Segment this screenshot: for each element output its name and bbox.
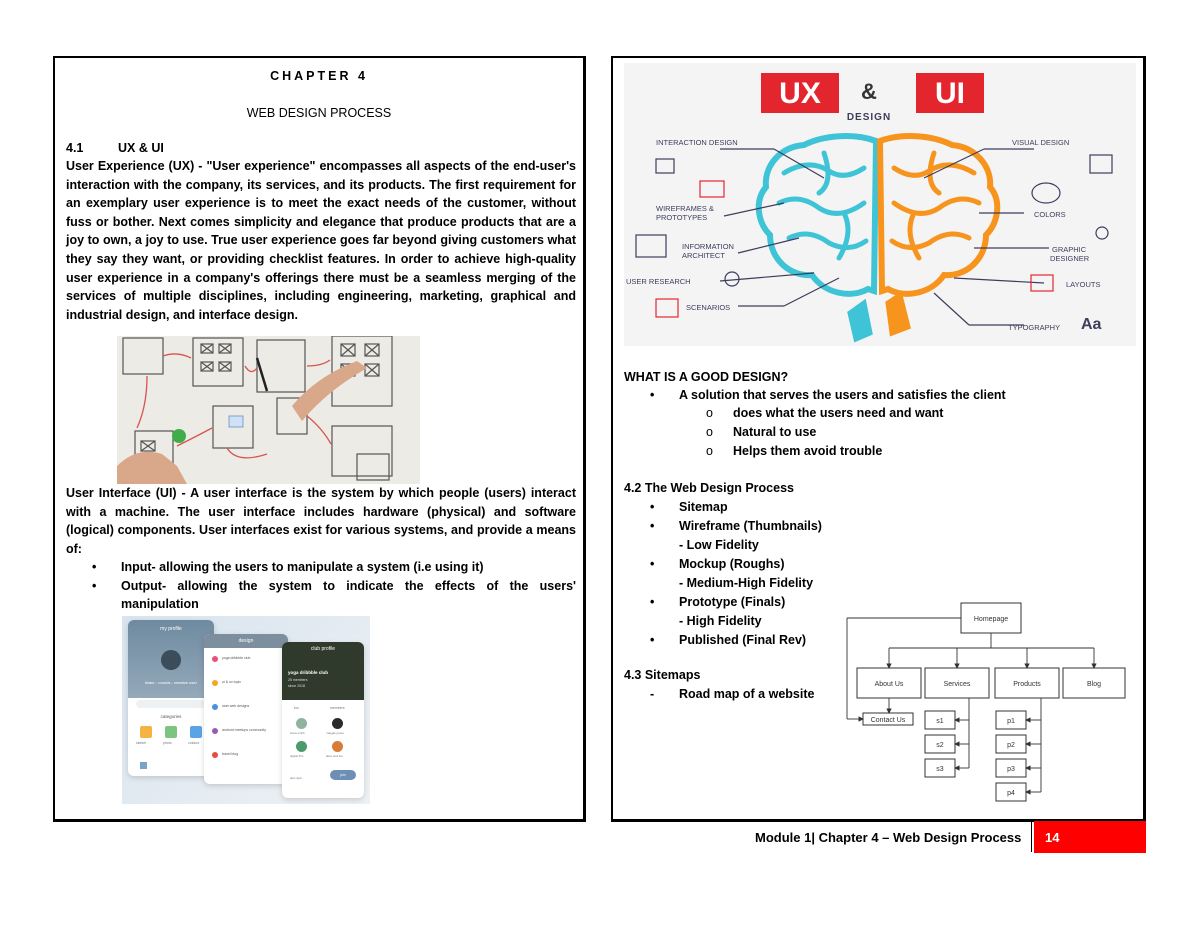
chapter-label: CHAPTER 4 bbox=[270, 69, 368, 83]
bullet-icon: • bbox=[92, 560, 97, 574]
mockup-category-label: photo bbox=[163, 741, 172, 745]
process-item-label: Mockup (Roughs) bbox=[679, 557, 785, 571]
sitemap-blog-label: Blog bbox=[1086, 681, 1102, 688]
mockup-club-since: since 2018 bbox=[288, 684, 305, 688]
bullet-icon: • bbox=[650, 388, 655, 402]
page-number-badge bbox=[1034, 821, 1146, 853]
good-design-sub-text: Helps them avoid trouble bbox=[733, 444, 883, 458]
sitemap-p2-label: p2 bbox=[1007, 742, 1015, 749]
mockup-profile-name: blake - rounds - creative user bbox=[145, 680, 197, 685]
footer-text: Module 1| Chapter 4 – Web Design Process bbox=[755, 830, 1022, 845]
mockup-design-item: android meetups community bbox=[222, 728, 266, 732]
mockup-category-label: colours bbox=[188, 741, 200, 745]
bullet-icon: • bbox=[650, 595, 655, 609]
mockup-screen-design bbox=[204, 634, 288, 784]
label-architect: ARCHITECT bbox=[682, 251, 725, 260]
mockup-design-item: travel blog bbox=[222, 752, 239, 756]
mockup-design-item: user web designs bbox=[222, 704, 250, 708]
mockup-member-avatar bbox=[296, 741, 307, 752]
mockup-nav-icon bbox=[140, 762, 147, 769]
process-item-label: Prototype (Finals) bbox=[679, 595, 786, 609]
design-label: DESIGN bbox=[846, 112, 892, 123]
sitemap-diagram bbox=[843, 598, 1133, 808]
mockup-member-name: anna smith bbox=[290, 731, 305, 735]
wireframe-sketch-photo bbox=[117, 336, 420, 484]
ui-bullet-text: Output- allowing the system to indicate the effects of the users' manipulation bbox=[121, 578, 576, 612]
good-design-sub bbox=[624, 423, 1134, 442]
process-title: 4.2 The Web Design Process bbox=[624, 481, 794, 495]
mockup-search-bar bbox=[136, 700, 206, 708]
process-item-label: Wireframe (Thumbnails) bbox=[679, 519, 822, 533]
ux-paragraph: User Experience (UX) - "User experience" encompasses all aspects of the end-user's interaction with the company, its services, and its products. The first requirement for an exemplary user experience is to meet the exact needs of the customer, without fuss or bother. Next comes simplicity and elegance that produce products that are a joy to own, a joy to use. True user experience goes far beyond giving customers what they say they want, or providing checklist features. In order to achieve high-quality user experience in a company's offerings there must be a seamless merging of the services of multiple disciplines, including engineering, marketing, graphical and industrial design, and interface design. bbox=[66, 159, 576, 322]
good-design-sub bbox=[624, 442, 1134, 461]
ui-bullet-output bbox=[66, 577, 576, 615]
sitemap-p3-label: p3 bbox=[1007, 766, 1015, 773]
mockup-member-avatar bbox=[296, 718, 307, 729]
mockup-member-name: alex dyer bbox=[290, 776, 303, 780]
bullet-icon: • bbox=[650, 557, 655, 571]
sub-bullet-icon: o bbox=[706, 444, 713, 458]
bullet-icon: • bbox=[92, 578, 97, 593]
mockup-category-icon bbox=[165, 726, 177, 738]
process-item-note: - High Fidelity bbox=[679, 613, 762, 628]
process-item bbox=[624, 517, 924, 555]
ux-ui-brain-infographic bbox=[624, 63, 1136, 346]
label-prototypes: PROTOTYPES bbox=[656, 213, 708, 222]
sitemap-p4-label: p4 bbox=[1007, 790, 1015, 797]
sitemap-s3-label: s3 bbox=[936, 766, 944, 773]
label-wireframes: WIREFRAMES & bbox=[656, 204, 714, 213]
chapter-title: WEB DESIGN PROCESS bbox=[246, 106, 392, 120]
ui-paragraph: User Interface (UI) - A user interface is the system by which people (users) interact with a machine. The user interface includes hardware (physical) and software (logical) components. User interfaces exist for various systems, and provide a means of: bbox=[66, 486, 576, 556]
mockup-club-tab: bio bbox=[294, 706, 299, 710]
sub-bullet-icon: o bbox=[706, 425, 713, 439]
sitemap-s1-label: s1 bbox=[936, 718, 944, 725]
mockup-club-tab: members bbox=[330, 706, 345, 710]
mockup-member-name: maggie jones bbox=[326, 731, 344, 735]
label-graphic: GRAPHIC bbox=[1052, 245, 1087, 254]
bullet-icon: • bbox=[650, 633, 655, 647]
ui-bullet-text: Input- allowing the users to manipulate a system (i.e using it) bbox=[121, 560, 484, 574]
label-scenarios: SCENARIOS bbox=[686, 303, 731, 312]
ampersand: & bbox=[861, 79, 877, 104]
section-number: 4.1 bbox=[66, 141, 84, 155]
mockup-categories-label: categories bbox=[160, 714, 182, 719]
mockup-member-avatar bbox=[332, 741, 343, 752]
label-user-research: USER RESEARCH bbox=[626, 277, 691, 286]
mockup-category-label: sketch bbox=[136, 741, 147, 745]
mockup-screen-profile bbox=[128, 620, 214, 776]
mockup-design-item: yoga dribbble club bbox=[222, 656, 251, 660]
good-design-bullet bbox=[624, 386, 1134, 405]
sitemap-products-label: Products bbox=[1013, 681, 1041, 688]
label-layouts: LAYOUTS bbox=[1066, 280, 1101, 289]
mockup-member-name: digital film bbox=[290, 754, 304, 758]
sub-bullet-icon: o bbox=[706, 406, 713, 420]
sitemap-homepage-label: Homepage bbox=[973, 616, 1009, 623]
ux-ui-brain-illustration bbox=[624, 63, 1136, 346]
sitemaps-item-text: Road map of a website bbox=[679, 687, 815, 701]
ux-badge-text: UX bbox=[779, 77, 821, 110]
left-page bbox=[53, 56, 586, 822]
mockup-club-title: club profile bbox=[310, 646, 336, 652]
good-design-sub-text: Natural to use bbox=[733, 425, 817, 439]
mockup-avatar bbox=[161, 650, 181, 670]
mockup-category-icon bbox=[190, 726, 202, 738]
dash-icon: - bbox=[650, 687, 655, 701]
footer-divider bbox=[1031, 822, 1032, 852]
ui-badge-text: UI bbox=[935, 77, 965, 110]
label-interaction-design: INTERACTION DESIGN bbox=[656, 138, 738, 147]
mockup-profile-title: my profile bbox=[160, 626, 182, 632]
bullet-icon: • bbox=[650, 500, 655, 514]
process-item-note: - Medium-High Fidelity bbox=[679, 575, 814, 590]
ui-bullet-input bbox=[66, 558, 576, 577]
page-number: 14 bbox=[1045, 830, 1060, 845]
process-item-note: - Low Fidelity bbox=[679, 537, 759, 552]
sitemap-services-label: Services bbox=[943, 681, 971, 688]
mockup-member-name: alice and fox bbox=[326, 754, 343, 758]
ui-bullet-list bbox=[66, 558, 576, 615]
mockup-club-name: yoga dribbble club bbox=[288, 670, 329, 675]
label-information: INFORMATION bbox=[682, 242, 734, 251]
sitemap-about-label: About Us bbox=[874, 681, 904, 688]
bullet-icon: • bbox=[650, 519, 655, 533]
app-ui-mockup bbox=[122, 616, 370, 804]
good-design-bullet-text: A solution that serves the users and satisfies the client bbox=[679, 388, 1006, 402]
mockup-design-title: design bbox=[204, 634, 288, 648]
label-visual-design: VISUAL DESIGN bbox=[1012, 138, 1070, 147]
label-typography: TYPOGRAPHY bbox=[1008, 323, 1061, 332]
wireframe-sketch-illustration bbox=[117, 336, 420, 484]
good-design-sub bbox=[624, 404, 1134, 423]
mockup-design-item: ui & ux topic bbox=[222, 680, 242, 684]
process-item bbox=[624, 498, 924, 517]
sitemap-contact-label: Contact Us bbox=[870, 717, 906, 724]
typography-icon: Aa bbox=[1081, 316, 1102, 333]
mockup-join-button: join bbox=[330, 770, 356, 780]
sitemap-p1-label: p1 bbox=[1007, 718, 1015, 725]
process-item bbox=[624, 555, 924, 593]
process-item-label: Sitemap bbox=[679, 500, 728, 514]
process-item-label: Published (Final Rev) bbox=[679, 633, 807, 647]
mockup-category-icon bbox=[140, 726, 152, 738]
mockup-club-members: 25 members bbox=[288, 678, 308, 682]
sitemap-s2-label: s2 bbox=[936, 742, 944, 749]
sitemaps-title: 4.3 Sitemaps bbox=[624, 668, 701, 682]
right-page bbox=[611, 56, 1146, 822]
good-design-title: WHAT IS A GOOD DESIGN? bbox=[624, 370, 789, 384]
label-colors: COLORS bbox=[1034, 210, 1066, 219]
mockup-member-avatar bbox=[332, 718, 343, 729]
label-designer: DESIGNER bbox=[1050, 254, 1090, 263]
section-title: UX & UI bbox=[118, 141, 164, 155]
good-design-sub-text: does what the users need and want bbox=[733, 406, 944, 420]
mockup-screen-club bbox=[282, 642, 364, 798]
